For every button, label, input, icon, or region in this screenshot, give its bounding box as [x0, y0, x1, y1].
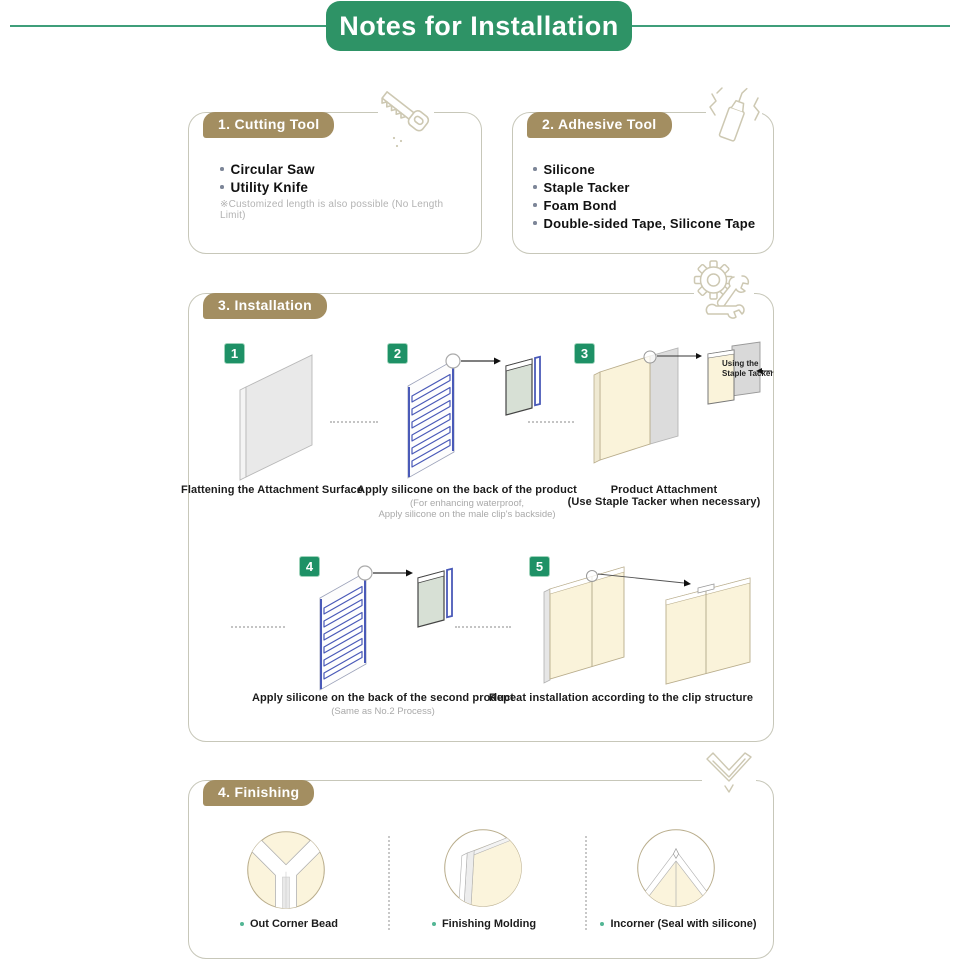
- step-3-badge: 3: [574, 343, 595, 364]
- bullet-icon: [533, 185, 537, 189]
- finishing-item-label: Out Corner Bead: [249, 918, 338, 930]
- list-item: [533, 178, 769, 196]
- cutting-tool-label: 1. Cutting Tool: [203, 112, 334, 138]
- dotted-divider: [528, 421, 574, 423]
- step-3-caption: Product Attachment: [610, 484, 718, 496]
- step-2-diagram: [396, 346, 556, 486]
- dotted-divider: [585, 836, 587, 930]
- bullet-icon: [600, 922, 604, 926]
- list-item: [533, 196, 769, 214]
- step-4-caption: Apply silicone on the back of the second product: [251, 692, 515, 704]
- step-3-caption2: (Use Staple Tacker when necessary): [567, 496, 761, 508]
- bullet-icon: [432, 922, 436, 926]
- list-item: [220, 178, 470, 196]
- bullet-icon: [533, 203, 537, 207]
- step-4-diagram: [308, 558, 468, 698]
- cutting-tool-note: ※Customized length is also possible (No Length Limit): [220, 199, 444, 221]
- step-5-caption: Repeat installation according to the clip structure: [488, 692, 754, 704]
- bullet-icon: [533, 167, 537, 171]
- incorner-diagram: [632, 824, 720, 912]
- finishing-item-label: Incorner (Seal with silicone): [610, 918, 757, 930]
- list-item: [533, 214, 769, 232]
- finishing-item: [401, 918, 567, 930]
- adhesive-tool-list: [533, 160, 769, 232]
- dotted-divider: [330, 421, 378, 423]
- dotted-divider: [231, 626, 285, 628]
- step-2-subcaption: (For enhancing waterproof,: [409, 498, 525, 509]
- adhesive-tool-label: 2. Adhesive Tool: [527, 112, 672, 138]
- step-4-subcaption: (Same as No.2 Process): [331, 706, 435, 717]
- page-title: Notes for Installation: [326, 1, 632, 51]
- finishing-item-label: Finishing Molding: [441, 918, 537, 930]
- installation-label: 3. Installation: [203, 293, 327, 319]
- list-item-label: Foam Bond: [543, 197, 617, 213]
- step-1-diagram: [230, 345, 330, 485]
- list-item-label: Double-sided Tape, Silicone Tape: [543, 215, 756, 231]
- annotation-line: Staple Tacker: [722, 368, 774, 378]
- finishing-item: [206, 918, 372, 930]
- bullet-icon: [240, 922, 244, 926]
- step-4-badge: 4: [299, 556, 320, 577]
- list-item-label: Circular Saw: [230, 161, 315, 177]
- list-item: [220, 160, 470, 178]
- list-item: [533, 160, 769, 178]
- step-5-badge: 5: [529, 556, 550, 577]
- step-5-diagram: [538, 558, 773, 698]
- list-item-label: Staple Tacker: [543, 179, 630, 195]
- finishing-item: [576, 918, 781, 930]
- step-1-caption: Flattening the Attachment Surface: [181, 484, 363, 496]
- gear-wrench-icon: [690, 258, 758, 326]
- list-item-label: Silicone: [543, 161, 595, 177]
- cutting-tool-list: [220, 160, 470, 221]
- bullet-icon: [533, 221, 537, 225]
- step-2-subcaption: Apply silicone on the male clip's backside): [378, 509, 556, 520]
- dotted-divider: [455, 626, 511, 628]
- step-1-badge: 1: [224, 343, 245, 364]
- finishing-molding-diagram: [439, 824, 527, 912]
- bullet-icon: [220, 167, 224, 171]
- step-2-caption: Apply silicone on the back of the product: [357, 484, 577, 496]
- step-3-annotation: [722, 359, 774, 378]
- saw-icon: [372, 88, 438, 154]
- bullet-icon: [220, 185, 224, 189]
- finishing-label: 4. Finishing: [203, 780, 314, 806]
- annotation-line: Using the: [722, 359, 759, 368]
- step-2-badge: 2: [387, 343, 408, 364]
- list-item-label: Utility Knife: [230, 179, 309, 195]
- silicone-gun-icon: [698, 82, 768, 152]
- out-corner-bead-diagram: [242, 826, 330, 914]
- dotted-divider: [388, 836, 390, 930]
- corner-molding-icon: [698, 748, 760, 810]
